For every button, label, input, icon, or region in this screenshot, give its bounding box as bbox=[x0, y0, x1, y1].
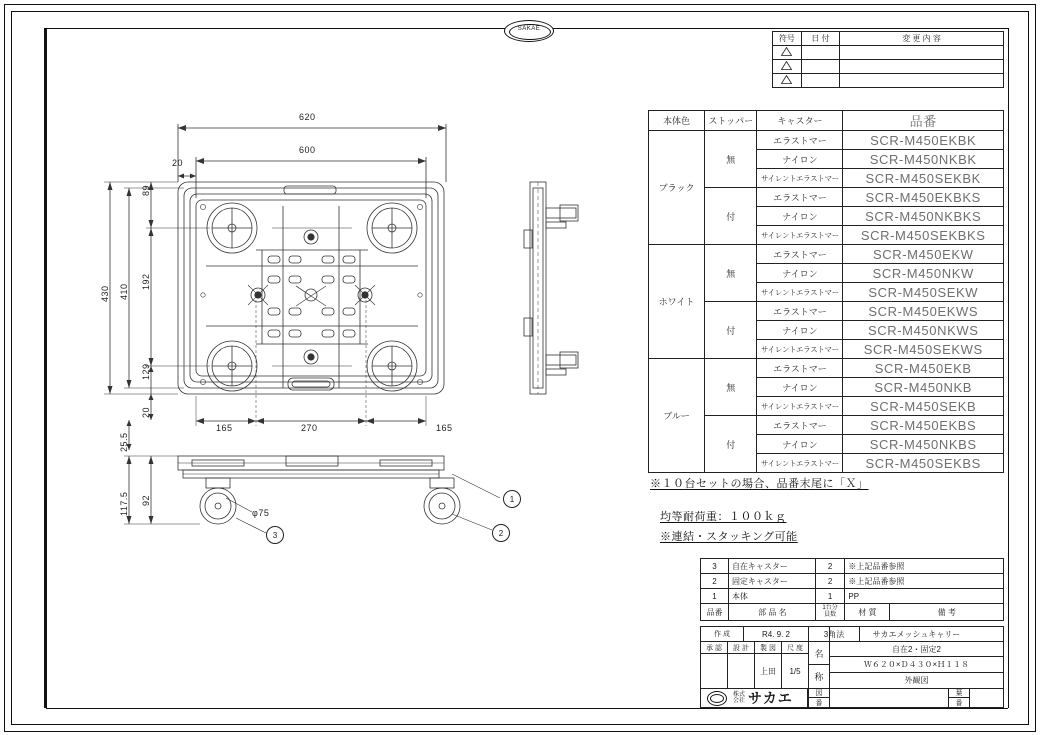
tb-product-size: Ｗ６２０×Ｄ４３０×Ｈ１１８ bbox=[829, 656, 1004, 673]
pn-caster: サイレントエラストマー bbox=[757, 283, 843, 302]
tb-design-label: 設 計 bbox=[727, 641, 755, 654]
bom-header-no: 品番 bbox=[701, 604, 729, 621]
dim-20-mid: 20 bbox=[141, 406, 151, 418]
bom-no: 3 bbox=[701, 559, 729, 574]
tb-create-date: R4. 9. 2 bbox=[743, 626, 809, 642]
dim-620: 620 bbox=[299, 112, 316, 122]
bom-name: 自在キャスター bbox=[728, 559, 815, 574]
pn-stopper-with: 付 bbox=[705, 188, 757, 245]
pn-caster: サイレントエラストマー bbox=[757, 169, 843, 188]
pn-caster: サイレントエラストマー bbox=[757, 226, 843, 245]
pn-header-stopper: ストッパー bbox=[705, 111, 757, 131]
tb-approve-label: 承 認 bbox=[700, 641, 728, 654]
pn-value: SCR-M450SEKBK bbox=[843, 169, 1004, 188]
tb-page-label-1: 葉 bbox=[948, 688, 970, 698]
bom-remark: ※上記品番参照 bbox=[845, 574, 1004, 589]
dim-410: 410 bbox=[119, 283, 129, 300]
pn-caster: ナイロン bbox=[757, 207, 843, 226]
pn-stopper-none: 無 bbox=[705, 131, 757, 188]
pn-value: SCR-M450SEKW bbox=[843, 283, 1004, 302]
dim-165-left: 165 bbox=[216, 423, 233, 433]
bom-name: 本体 bbox=[728, 589, 815, 604]
pn-value: SCR-M450NKBKS bbox=[843, 207, 1004, 226]
pn-caster: エラストマー bbox=[757, 416, 843, 435]
pn-caster: ナイロン bbox=[757, 264, 843, 283]
pn-value: SCR-M450EKBK bbox=[843, 131, 1004, 150]
note-set-suffix: ※１０台セットの場合、品番末尾に「Ｘ」 bbox=[650, 478, 869, 490]
pn-caster: エラストマー bbox=[757, 359, 843, 378]
pn-stopper-with: 付 bbox=[705, 302, 757, 359]
tb-name-label-2: 称 bbox=[808, 664, 830, 689]
pn-value: SCR-M450EKBS bbox=[843, 416, 1004, 435]
pn-value: SCR-M450EKW bbox=[843, 245, 1004, 264]
dim-20-top: 20 bbox=[172, 158, 184, 168]
tb-drawn-by: 上田 bbox=[754, 653, 782, 689]
pn-value: SCR-M450SEKB bbox=[843, 397, 1004, 416]
pn-caster: ナイロン bbox=[757, 321, 843, 340]
revision-header-content: 変 更 内 容 bbox=[840, 32, 1004, 46]
pn-stopper-none: 無 bbox=[705, 359, 757, 416]
bom-remark: PP bbox=[845, 589, 1004, 604]
pn-value: SCR-M450EKB bbox=[843, 359, 1004, 378]
revision-header-date: 日 付 bbox=[801, 32, 839, 46]
note-load-capacity: 均等耐荷重：１００ｋｇ bbox=[660, 511, 787, 523]
pn-value: SCR-M450SEKBS bbox=[843, 454, 1004, 473]
tb-product-config: 自在2・固定2 bbox=[829, 641, 1004, 657]
pn-color-black: ブラック bbox=[649, 131, 705, 245]
pn-value: SCR-M450EKWS bbox=[843, 302, 1004, 321]
tb-projection: 3角法 bbox=[808, 626, 860, 642]
revision-header-mark: 符号 bbox=[773, 32, 802, 46]
dim-192: 192 bbox=[141, 273, 151, 290]
dim-430: 430 bbox=[100, 285, 110, 302]
dim-129: 129 bbox=[141, 363, 151, 380]
tb-page-label-2: 番 bbox=[948, 697, 970, 708]
pn-value: SCR-M450SEKWS bbox=[843, 340, 1004, 359]
note-stacking: ※連結・スタッキング可能 bbox=[660, 531, 798, 543]
pn-caster: エラストマー bbox=[757, 245, 843, 264]
dim-caster-diameter: φ75 bbox=[252, 508, 270, 518]
bom-header-qty: 1台分 員数 bbox=[815, 604, 845, 621]
bom-header-material: 材 質 bbox=[845, 604, 890, 620]
pn-color-blue: ブルー bbox=[649, 359, 705, 473]
tb-create-label: 作 成 bbox=[700, 626, 744, 642]
tb-drawing-no-label-1: 図 bbox=[808, 688, 830, 698]
bom-no: 1 bbox=[701, 589, 729, 604]
balloon-3: 3 bbox=[266, 526, 284, 544]
dim-89: 89 bbox=[141, 184, 151, 196]
tb-product-name: サカエメッシュキャリー bbox=[829, 626, 1004, 642]
pn-caster: ナイロン bbox=[757, 150, 843, 169]
dim-165-right: 165 bbox=[436, 423, 453, 433]
pn-caster: サイレントエラストマー bbox=[757, 397, 843, 416]
tb-drawing-no-label-2: 番 bbox=[808, 697, 830, 708]
pn-value: SCR-M450NKBK bbox=[843, 150, 1004, 169]
tb-product-view: 外観図 bbox=[829, 672, 1004, 689]
pn-value: SCR-M450NKBS bbox=[843, 435, 1004, 454]
dim-25-5: 25.5 bbox=[119, 432, 129, 452]
bom-qty: 2 bbox=[815, 574, 845, 589]
pn-value: SCR-M450SEKBKS bbox=[843, 226, 1004, 245]
pn-color-white: ホワイト bbox=[649, 245, 705, 359]
tb-name-label: 名 bbox=[808, 641, 830, 665]
logo-top-text: SAKAE bbox=[517, 26, 541, 32]
dim-117-5: 117.5 bbox=[119, 491, 129, 516]
bom-no: 2 bbox=[701, 574, 729, 589]
pn-caster: エラストマー bbox=[757, 188, 843, 207]
bom-header-remark: 備 考 bbox=[937, 607, 956, 617]
pn-caster: エラストマー bbox=[757, 302, 843, 321]
pn-value: SCR-M450NKB bbox=[843, 378, 1004, 397]
pn-caster: ナイロン bbox=[757, 378, 843, 397]
company-kabushiki-1: 株式 bbox=[733, 692, 746, 698]
company-kabushiki-2: 会社 bbox=[733, 698, 746, 704]
tb-draw-label: 製 図 bbox=[754, 641, 782, 654]
company-name: サカエ bbox=[748, 690, 793, 706]
pn-value: SCR-M450EKBKS bbox=[843, 188, 1004, 207]
tb-scale-value: 1/5 bbox=[781, 653, 809, 689]
bom-remark: ※上記品番参照 bbox=[845, 559, 1004, 574]
pn-value: SCR-M450NKW bbox=[843, 264, 1004, 283]
dim-600: 600 bbox=[299, 145, 316, 155]
pn-caster: サイレントエラストマー bbox=[757, 454, 843, 473]
pn-caster: ナイロン bbox=[757, 435, 843, 454]
pn-caster: サイレントエラストマー bbox=[757, 340, 843, 359]
balloon-2: 2 bbox=[492, 524, 510, 542]
dim-92: 92 bbox=[141, 494, 151, 506]
balloon-1: 1 bbox=[503, 490, 521, 508]
pn-header-partno: 品番 bbox=[843, 111, 1004, 131]
pn-header-caster: キャスター bbox=[757, 111, 843, 131]
bom-qty: 2 bbox=[815, 559, 845, 574]
pn-header-color: 本体色 bbox=[649, 111, 705, 131]
pn-stopper-with: 付 bbox=[705, 416, 757, 473]
pn-stopper-none: 無 bbox=[705, 245, 757, 302]
bom-header-name: 部 品 名 bbox=[728, 604, 815, 621]
bom-qty: 1 bbox=[815, 589, 845, 604]
bom-name: 固定キャスター bbox=[728, 574, 815, 589]
pn-value: SCR-M450NKWS bbox=[843, 321, 1004, 340]
pn-caster: エラストマー bbox=[757, 131, 843, 150]
dim-270: 270 bbox=[301, 423, 318, 433]
tb-scale-label: 尺 度 bbox=[781, 641, 809, 654]
